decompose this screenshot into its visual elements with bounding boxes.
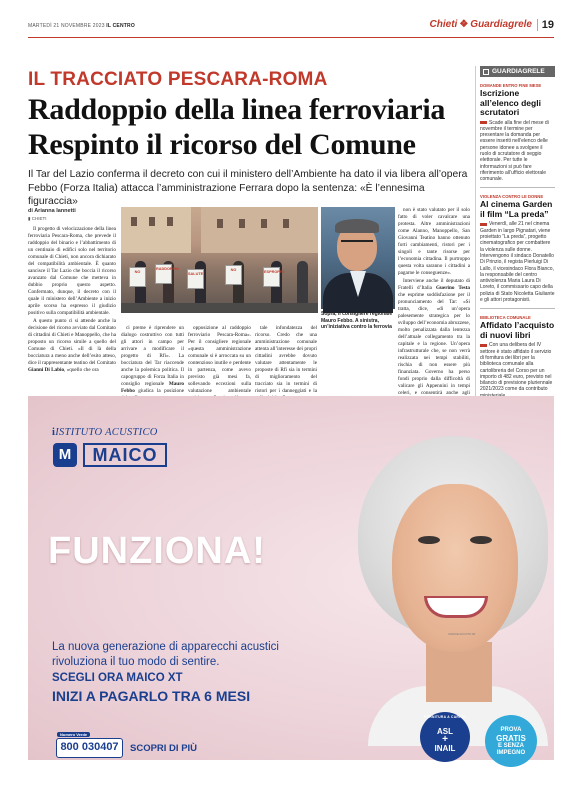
maico-logo-icon: M (53, 443, 77, 467)
ad-fine-print: CODICE 00 FOTO 00 (448, 632, 476, 636)
portrait-photo (321, 207, 395, 309)
paragraph: Interviene anche il deputato di Fratelli d’Italia Guerino Testa che esprime soddisfazione per il pronunciamento del Tar: «Si tratta, dice, «di un’opera palesemente strategica per lo sviluppo dell’economia abruzzese, molto penalizzata dalla lentezza dell’attuale collegamento tra la capitale e la regione. Un’opera infrastrutturale che, se non verrà realizzata nei tempi stabiliti, rischia di non essere più finanziata. Governo ha perso fondi proprio dalla difficoltà di valicare gli Appennini in tempi celeri, e consentirà anche agli (398, 278, 470, 396)
learn-more-cta: SCOPRI DI PIÙ (130, 743, 198, 754)
paragraph: Il progetto di velocizzazione della linea ferroviaria Pescara-Roma, che prevede il raddoppio del binario e l’abbattimento di un centinaio di edifici solo nel territorio comunale di Chieti, non ancora dichiarato del compatibilità ambientale. È quanto sancisce il Tar Lazio che boccia il ricorso avanzato dal Comune che metteva in dubbio proprio questo aspetto. Confermato, dunque, il decreto con il quale il ministero dell’Ambiente a inizio aprile scorso ha espresso il giudizio positivo sulla compatibilità ambientale. (28, 226, 116, 316)
paragraph: A questo punto ci si attende anche la decisione del ricorso avviato dal Comitato di cittadini di Chieti e Manoppello, che ha proposto un ricorso simile a quello del Comune di Chieti. «Il di là della bocciatura a meno anche dell’esito atteso, dice il rappresentante teatino del Comitato Gianni Di Labio, «quello che ora (28, 318, 117, 373)
sidebar-title: Affidato l’acquisto di nuovi libri (480, 320, 555, 340)
section-title: Chieti ❖ Guardiagrele (429, 19, 532, 30)
paragraph: non è stato valutato per il solo fatto di voler cavalcare una protesta. Altre amministrazioni come Alanno, Manoppello, San Giovanni Teatino hanno ottenuto forti cambiamenti, ristori per i singoli e tante risorse per l’economia cittadina. Il purtroppo questa volta saranno i cittadini a pagarne le conseguenze». (398, 207, 470, 276)
bullet-icon (480, 344, 487, 347)
protest-sign: RADDOPPIO (155, 264, 172, 284)
protest-sign: SALUTE (187, 269, 204, 289)
separator-icon: ❖ (459, 19, 469, 30)
sidebar-text: Venerdì, alle 21 nel cinema Garden in largo Pignatari, viene proiettato “La preda”, progetto cinematografico per combattere la violenza sulle donne. Intervengono il sindaco Donatello Di Prinzio, il regista Pierluigi Di Lallo, il vicesindaco Flora Bianco, la responsabile del centro antiviolenza Maria Laura Di Loreto, il commissario capo della polizia di Stato Nicoletta Giuliante e gli attori protagonisti. (480, 221, 555, 304)
byline: di Arianna Iannetti (28, 208, 76, 214)
phone-number: 800 030407 (56, 738, 123, 758)
sidebar-header: GUARDIAGRELE (480, 66, 555, 77)
square-icon (483, 69, 489, 75)
sidebar-kicker: BIBLIOTECA COMUNALE (480, 315, 531, 321)
sidebar-title: Iscrizione all’elenco degli scrutatori (480, 88, 541, 117)
brand-name: MAICO (83, 443, 167, 467)
headline-line-2: Respinto il ricorso del Comune (28, 128, 416, 161)
sidebar-text: Con una delibera del IV settore è stato affidato il servizio di fornitura dei libri per la biblioteca comunale alla cartolibreria del Corso per un importo di 482 euro, previsto nel bilancio di previsione pluriennale 2021/2023 come da contributo (480, 342, 553, 393)
paragraph: tale infondatezza del ricorso. Credo che una amministrazione comunale attenta all’interesse dei propri cittadini avrebbe dovuto valutare attentamente le proposte di Rfi sia in termini di miglioramento del tracciato sia in termini di ristori per i danneggiati e la (255, 325, 317, 394)
ad-copy-line: La nuova generazione di apparecchi acustici (52, 641, 279, 653)
smiling-woman-photo (348, 436, 548, 736)
bullet-icon (480, 121, 487, 124)
newspaper-name: IL CENTRO (106, 23, 135, 29)
article-summary: Il Tar del Lazio conferma il decreto con cui il ministero dell’Ambiente ha dato il via libera all’opera Febbo (Forza Italia) attacca l’amministrazione Ferrara dopo la sentenza: «È l’ennesima figuraccia» (28, 169, 468, 207)
ad-offer-line: INIZI A PAGARLO TRA 6 MESI (52, 688, 251, 704)
ad-headline: FUNZIONA! (48, 530, 266, 572)
sidebar-kicker: DOMANDE ENTRO FINE MESE (480, 83, 542, 88)
plus-icon: + (442, 734, 448, 745)
protest-sign: ESPROPRI (263, 267, 280, 287)
page-header (28, 18, 554, 38)
green-number-label: Numero Verde (57, 732, 90, 737)
issue-date: MARTEDÌ 21 NOVEMBRE 2023 IL CENTRO (28, 23, 135, 29)
protest-sign: NO (225, 265, 242, 285)
article-kicker: IL TRACCIATO PESCARA-ROMA (28, 69, 328, 90)
protest-photo (121, 207, 318, 313)
sidebar-kicker: VIOLENZA CONTRO LE DONNE (480, 194, 544, 200)
free-trial-badge: PROVA GRATIS E SENZA IMPEGNO (485, 715, 537, 767)
headline-line-1: Raddoppio della linea ferroviaria (28, 93, 446, 126)
bullet-icon (480, 223, 487, 226)
ad-offer-line: SCEGLI ORA MAICO XT (52, 672, 183, 684)
sidebar-text: Scade alla fine del mese di novembre il termine per presentare la domanda per essere inseriti nell’elenco delle persone idonee a svolgere il ruolo di scrutatore di seggio elettorale. Per tutte le informazioni si può fare riferimento all’ufficio elettorale comunale. (480, 119, 549, 183)
photo-caption: Sopra, il consigliere regionale Mauro Febbo. A sinistra, un’iniziativa contro la ferrovia (321, 311, 393, 330)
paragraph: opposizione al raddoppio ferroviario Pescara-Roma». Per il consigliere regionale «questa amministrazione comunale si è arroccata su un contenzioso inutile e perdente in partenza, come avevo previsto già mesi fa, sollevando eccezioni sulla valutazione ambientale (188, 325, 251, 394)
sidebar-title: Al cinema Garden il film “La preda” (480, 199, 553, 219)
protest-sign: NO (129, 267, 146, 287)
ad-copy-line: rivoluziona il tuo modo di sentire. (52, 656, 220, 668)
dateline: ▮ CHIETI (28, 216, 47, 221)
paragraph: ci preme è riprendere un dialogo costruttivo con tutti gli attori in campo per arrivare a modificare il progetto di Rfi». La bocciatura del Tar riaccende anche la polemica politica. Il capogruppo di Forza Italia in consiglio regionale Mauro Febbo giudica la posizione (121, 325, 184, 394)
page-number: 19 (537, 19, 554, 31)
asl-inail-badge: FORNITURA A CARICO ASL + INAIL (420, 712, 470, 762)
brand-prefix: iISTITUTO ACUSTICO (52, 427, 158, 438)
